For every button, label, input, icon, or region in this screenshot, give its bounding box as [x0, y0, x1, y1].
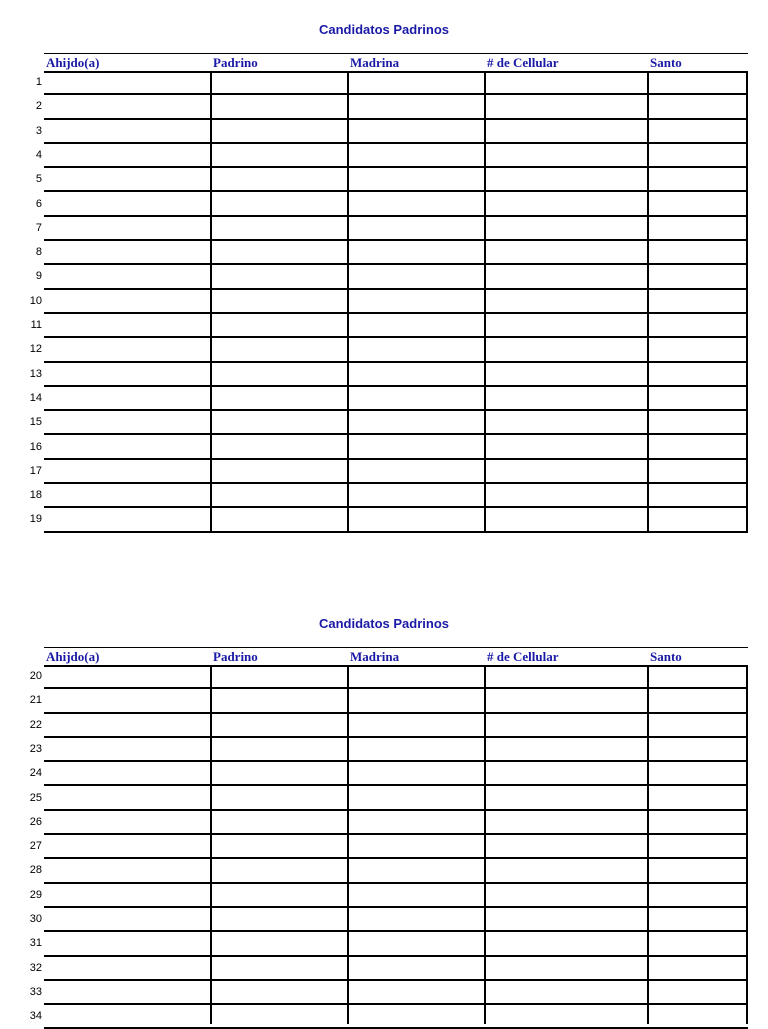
table-row: [44, 689, 748, 713]
santo-cell[interactable]: [648, 981, 747, 1005]
ahijado-cell[interactable]: [44, 932, 211, 956]
column-header: # de Cellular: [487, 649, 559, 664]
santo-cell[interactable]: [648, 762, 747, 786]
madrina-cell[interactable]: [348, 714, 485, 738]
cellular-cell[interactable]: [485, 290, 648, 314]
ahijado-cell[interactable]: [44, 363, 211, 387]
madrina-cell[interactable]: [348, 932, 485, 956]
santo-cell[interactable]: [648, 144, 747, 168]
table-row: [44, 241, 748, 265]
madrina-cell[interactable]: [348, 908, 485, 932]
column-header: Santo: [650, 649, 682, 664]
table-row: [44, 932, 748, 956]
row-number: 8: [35, 246, 42, 259]
padrino-cell[interactable]: [211, 908, 348, 932]
cellular-cell[interactable]: [485, 95, 648, 119]
santo-cell[interactable]: [648, 411, 747, 435]
cellular-cell[interactable]: [485, 387, 648, 411]
table-row: [44, 762, 748, 786]
ahijado-cell[interactable]: [44, 957, 211, 981]
table-row: [44, 811, 748, 835]
santo-cell[interactable]: [648, 460, 747, 484]
padrino-cell[interactable]: [211, 436, 348, 460]
row-number: 2: [35, 100, 42, 113]
column-header: Padrino: [213, 649, 258, 664]
santo-cell[interactable]: [648, 338, 747, 362]
cellular-cell[interactable]: [485, 338, 648, 362]
padrino-cell[interactable]: [211, 665, 348, 689]
table-row: [44, 217, 748, 241]
padrino-cell[interactable]: [211, 787, 348, 811]
ahijado-cell[interactable]: [44, 193, 211, 217]
madrina-cell[interactable]: [348, 120, 485, 144]
ahijado-cell[interactable]: [44, 811, 211, 835]
madrina-cell[interactable]: [348, 1005, 485, 1029]
table-row: [44, 484, 748, 508]
row-number: 33: [29, 985, 42, 998]
row-number: 29: [29, 888, 42, 901]
cellular-cell[interactable]: [485, 884, 648, 908]
padrino-cell[interactable]: [211, 484, 348, 508]
madrina-cell[interactable]: [348, 411, 485, 435]
cellular-cell[interactable]: [485, 484, 648, 508]
row-number: 12: [29, 343, 42, 356]
table-row: [44, 859, 748, 883]
ahijado-cell[interactable]: [44, 314, 211, 338]
ahijado-cell[interactable]: [44, 859, 211, 883]
padrino-cell[interactable]: [211, 290, 348, 314]
madrina-cell[interactable]: [348, 884, 485, 908]
row-number: 19: [29, 513, 42, 526]
ahijado-cell[interactable]: [44, 95, 211, 119]
ahijado-cell[interactable]: [44, 71, 211, 95]
ahijado-cell[interactable]: [44, 217, 211, 241]
madrina-cell[interactable]: [348, 787, 485, 811]
padrino-cell[interactable]: [211, 932, 348, 956]
row-number: 26: [29, 815, 42, 828]
padrino-cell[interactable]: [211, 120, 348, 144]
santo-cell[interactable]: [648, 787, 747, 811]
table-row: [44, 835, 748, 859]
row-number: 17: [29, 464, 42, 477]
table-row: [44, 144, 748, 168]
row-number: 22: [29, 718, 42, 731]
madrina-cell[interactable]: [348, 689, 485, 713]
madrina-cell[interactable]: [348, 241, 485, 265]
column-header: Madrina: [350, 649, 400, 664]
santo-cell[interactable]: [648, 168, 747, 192]
cellular-cell[interactable]: [485, 957, 648, 981]
cellular-cell[interactable]: [485, 981, 648, 1005]
table-row: [44, 508, 748, 532]
row-number: 15: [29, 416, 42, 429]
cellular-cell[interactable]: [485, 835, 648, 859]
santo-cell[interactable]: [648, 908, 747, 932]
cellular-cell[interactable]: [485, 193, 648, 217]
row-number: 18: [29, 489, 42, 502]
section-title: Candidatos Padrinos: [318, 22, 450, 37]
cellular-cell[interactable]: [485, 714, 648, 738]
padrino-cell[interactable]: [211, 981, 348, 1005]
table-row: [44, 665, 748, 689]
madrina-cell[interactable]: [348, 738, 485, 762]
padrino-cell[interactable]: [211, 957, 348, 981]
cellular-cell[interactable]: [485, 665, 648, 689]
ahijado-cell[interactable]: [44, 787, 211, 811]
ahijado-cell[interactable]: [44, 665, 211, 689]
ahijado-cell[interactable]: [44, 689, 211, 713]
table-row: [44, 411, 748, 435]
cellular-cell[interactable]: [485, 787, 648, 811]
ahijado-cell[interactable]: [44, 338, 211, 362]
ahijado-cell[interactable]: [44, 738, 211, 762]
cellular-cell[interactable]: [485, 859, 648, 883]
santo-cell[interactable]: [648, 120, 747, 144]
madrina-cell[interactable]: [348, 168, 485, 192]
madrina-cell[interactable]: [348, 71, 485, 95]
table-row: [44, 738, 748, 762]
cellular-cell[interactable]: [485, 144, 648, 168]
santo-cell[interactable]: [648, 859, 747, 883]
ahijado-cell[interactable]: [44, 436, 211, 460]
cellular-cell[interactable]: [485, 460, 648, 484]
padrino-cell[interactable]: [211, 411, 348, 435]
table-row: [44, 120, 748, 144]
ahijado-cell[interactable]: [44, 120, 211, 144]
madrina-cell[interactable]: [348, 835, 485, 859]
santo-cell[interactable]: [648, 835, 747, 859]
ahijado-cell[interactable]: [44, 144, 211, 168]
cellular-cell[interactable]: [485, 508, 648, 532]
row-number: 32: [29, 961, 42, 974]
madrina-cell[interactable]: [348, 387, 485, 411]
madrina-cell[interactable]: [348, 484, 485, 508]
cellular-cell[interactable]: [485, 908, 648, 932]
row-number: 30: [29, 913, 42, 925]
ahijado-cell[interactable]: [44, 168, 211, 192]
cellular-cell[interactable]: [485, 265, 648, 289]
madrina-cell[interactable]: [348, 859, 485, 883]
row-number: 25: [29, 791, 42, 804]
padrino-cell[interactable]: [211, 689, 348, 713]
cellular-cell[interactable]: [485, 689, 648, 713]
row-number: 28: [29, 864, 42, 877]
madrina-cell[interactable]: [348, 217, 485, 241]
ahijado-cell[interactable]: [44, 265, 211, 289]
padrino-cell[interactable]: [211, 387, 348, 411]
santo-cell[interactable]: [648, 508, 747, 532]
row-number: 10: [29, 294, 42, 307]
santo-cell[interactable]: [648, 932, 747, 956]
santo-cell[interactable]: [648, 811, 747, 835]
madrina-cell[interactable]: [348, 144, 485, 168]
section-title: Candidatos Padrinos: [318, 616, 450, 631]
madrina-cell[interactable]: [348, 363, 485, 387]
table-row: [44, 957, 748, 981]
padrino-cell[interactable]: [211, 460, 348, 484]
cellular-cell[interactable]: [485, 314, 648, 338]
ahijado-cell[interactable]: [44, 508, 211, 532]
santo-cell[interactable]: [648, 738, 747, 762]
ahijado-cell[interactable]: [44, 387, 211, 411]
madrina-cell[interactable]: [348, 957, 485, 981]
table-row: [44, 460, 748, 484]
cellular-cell[interactable]: [485, 811, 648, 835]
column-header: Madrina: [350, 55, 400, 70]
ahijado-cell[interactable]: [44, 484, 211, 508]
row-number: 3: [35, 124, 42, 137]
padrino-cell[interactable]: [211, 811, 348, 835]
cellular-cell[interactable]: [485, 363, 648, 387]
padrino-cell[interactable]: [211, 859, 348, 883]
santo-cell[interactable]: [648, 387, 747, 411]
row-number: 7: [35, 221, 42, 234]
row-number: 4: [35, 148, 42, 161]
padrino-cell[interactable]: [211, 508, 348, 532]
santo-cell[interactable]: [648, 217, 747, 241]
column-header: Ahijdo(a): [46, 649, 100, 664]
header-rule: [44, 647, 748, 648]
ahijado-cell[interactable]: [44, 241, 211, 265]
santo-cell[interactable]: [648, 1005, 747, 1029]
ahijado-cell[interactable]: [44, 1005, 211, 1029]
madrina-cell[interactable]: [348, 665, 485, 689]
cellular-cell[interactable]: [485, 436, 648, 460]
table-row: [44, 338, 748, 362]
ahijado-cell[interactable]: [44, 411, 211, 435]
cellular-cell[interactable]: [485, 120, 648, 144]
ahijado-cell[interactable]: [44, 908, 211, 932]
madrina-cell[interactable]: [348, 338, 485, 362]
santo-cell[interactable]: [648, 665, 747, 689]
row-number: 14: [29, 391, 42, 404]
madrina-cell[interactable]: [348, 460, 485, 484]
padrino-cell[interactable]: [211, 144, 348, 168]
padrino-cell[interactable]: [211, 168, 348, 192]
row-number: 13: [29, 367, 42, 380]
santo-cell[interactable]: [648, 290, 747, 314]
santo-cell[interactable]: [648, 193, 747, 217]
padrino-cell[interactable]: [211, 217, 348, 241]
padrino-cell[interactable]: [211, 314, 348, 338]
table-row: [44, 71, 748, 95]
padrino-cell[interactable]: [211, 71, 348, 95]
padrino-cell[interactable]: [211, 363, 348, 387]
padrino-cell[interactable]: [211, 265, 348, 289]
madrina-cell[interactable]: [348, 314, 485, 338]
cellular-cell[interactable]: [485, 411, 648, 435]
padrino-cell[interactable]: [211, 884, 348, 908]
padrino-cell[interactable]: [211, 714, 348, 738]
padrino-cell[interactable]: [211, 338, 348, 362]
padrino-cell[interactable]: [211, 738, 348, 762]
cellular-cell[interactable]: [485, 241, 648, 265]
table-row: [44, 981, 748, 1005]
ahijado-cell[interactable]: [44, 884, 211, 908]
padrino-cell[interactable]: [211, 193, 348, 217]
cellular-cell[interactable]: [485, 71, 648, 95]
row-number: 27: [29, 840, 42, 853]
cellular-cell[interactable]: [485, 762, 648, 786]
row-number: 16: [29, 440, 42, 453]
santo-cell[interactable]: [648, 265, 747, 289]
column-header: Santo: [650, 55, 682, 70]
table-row: [44, 1005, 748, 1029]
madrina-cell[interactable]: [348, 95, 485, 119]
madrina-cell[interactable]: [348, 436, 485, 460]
ahijado-cell[interactable]: [44, 290, 211, 314]
table-row: [44, 787, 748, 811]
row-number: 11: [30, 319, 42, 331]
column-header: Ahijdo(a): [46, 55, 100, 70]
madrina-cell[interactable]: [348, 981, 485, 1005]
santo-cell[interactable]: [648, 363, 747, 387]
cellular-cell[interactable]: [485, 932, 648, 956]
madrina-cell[interactable]: [348, 290, 485, 314]
table-row: [44, 95, 748, 119]
header-rule: [44, 53, 748, 54]
madrina-cell[interactable]: [348, 811, 485, 835]
row-number: 34: [29, 1010, 42, 1023]
santo-cell[interactable]: [648, 484, 747, 508]
cellular-cell[interactable]: [485, 217, 648, 241]
row-number: 5: [35, 173, 42, 186]
column-header: # de Cellular: [487, 55, 559, 70]
table-row: [44, 908, 748, 932]
santo-cell[interactable]: [648, 884, 747, 908]
ahijado-cell[interactable]: [44, 460, 211, 484]
madrina-cell[interactable]: [348, 193, 485, 217]
row-number: 21: [29, 694, 42, 707]
table-row: [44, 265, 748, 289]
santo-cell[interactable]: [648, 436, 747, 460]
madrina-cell[interactable]: [348, 265, 485, 289]
santo-cell[interactable]: [648, 957, 747, 981]
ahijado-cell[interactable]: [44, 981, 211, 1005]
row-number: 9: [35, 270, 42, 283]
santo-cell[interactable]: [648, 95, 747, 119]
row-number: 23: [29, 742, 42, 755]
madrina-cell[interactable]: [348, 508, 485, 532]
cellular-cell[interactable]: [485, 1005, 648, 1029]
table-row: [44, 193, 748, 217]
table-row: [44, 714, 748, 738]
table-row: [44, 387, 748, 411]
ahijado-cell[interactable]: [44, 835, 211, 859]
santo-cell[interactable]: [648, 71, 747, 95]
padrino-cell[interactable]: [211, 241, 348, 265]
row-number: 20: [29, 670, 42, 682]
table-row: [44, 884, 748, 908]
table-row: [44, 290, 748, 314]
santo-cell[interactable]: [648, 714, 747, 738]
padrino-cell[interactable]: [211, 95, 348, 119]
table-row: [44, 363, 748, 387]
cellular-cell[interactable]: [485, 738, 648, 762]
padrino-cell[interactable]: [211, 1005, 348, 1029]
ahijado-cell[interactable]: [44, 762, 211, 786]
madrina-cell[interactable]: [348, 762, 485, 786]
row-number: 1: [35, 76, 42, 88]
santo-cell[interactable]: [648, 314, 747, 338]
padrino-cell[interactable]: [211, 762, 348, 786]
padrino-cell[interactable]: [211, 835, 348, 859]
row-number: 6: [35, 197, 42, 210]
santo-cell[interactable]: [648, 689, 747, 713]
table-row: [44, 436, 748, 460]
table-row: [44, 168, 748, 192]
ahijado-cell[interactable]: [44, 714, 211, 738]
column-header: Padrino: [213, 55, 258, 70]
row-number: 31: [29, 937, 42, 950]
row-number: 24: [29, 767, 42, 780]
cellular-cell[interactable]: [485, 168, 648, 192]
table-row: [44, 314, 748, 338]
santo-cell[interactable]: [648, 241, 747, 265]
